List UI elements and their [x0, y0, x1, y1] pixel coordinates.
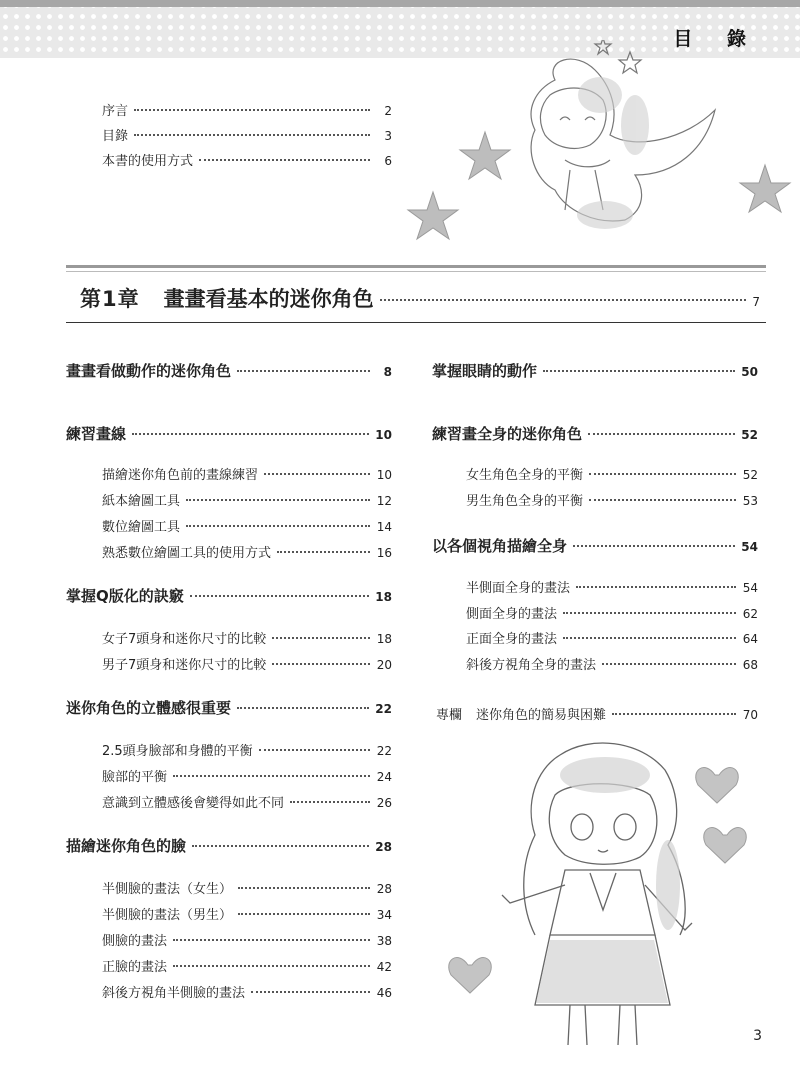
toc-subsection-page: 54: [742, 581, 758, 595]
toc-subsection[interactable]: [102, 792, 392, 811]
toc-subsection[interactable]: [466, 464, 758, 483]
toc-subsection-label: 男子7頭身和迷你尺寸的比較: [102, 658, 267, 673]
toc-section-page: 52: [741, 428, 758, 442]
toc-subsection-page: 24: [376, 770, 392, 784]
toc-column-page: 70: [742, 708, 758, 722]
dot-leader: [251, 991, 370, 993]
toc-subsection-page: 42: [376, 960, 392, 974]
chapter-rule-top: [66, 265, 766, 268]
toc-subsection-page: 22: [376, 744, 392, 758]
toc-subsection-page: 34: [376, 908, 392, 922]
toc-entry-page: 2: [384, 104, 392, 118]
chapter-number: 第1章: [80, 287, 140, 311]
toc-subsection-label: 半側臉的畫法（女生）: [102, 882, 233, 897]
toc-subsection-label: 男生角色全身的平衡: [466, 494, 584, 509]
toc-section-label: 畫畫看做動作的迷你角色: [66, 362, 232, 380]
toc-entry-how-to-use[interactable]: [102, 150, 392, 169]
toc-subsection-label: 半側臉的畫法（男生）: [102, 908, 233, 923]
toc-subsection[interactable]: [102, 490, 392, 509]
dot-leader: [563, 637, 736, 639]
dot-leader: [290, 801, 370, 803]
toc-subsection-page: 46: [376, 986, 392, 1000]
toc-section-label: 以各個視角描繪全身: [432, 537, 568, 555]
toc-subsection-label: 紙本繪圖工具: [102, 494, 181, 509]
dot-leader: [272, 663, 370, 665]
toc-section[interactable]: [66, 360, 392, 381]
toc-entry-label: 本書的使用方式: [102, 154, 194, 169]
toc-entry-label: 序言: [102, 104, 129, 119]
toc-subsection-page: 28: [376, 882, 392, 896]
toc-subsection[interactable]: [102, 878, 392, 897]
toc-subsection-page: 62: [742, 607, 758, 621]
toc-subsection-page: 18: [376, 632, 392, 646]
toc-section-label: 描繪迷你角色的臉: [66, 837, 187, 855]
toc-subsection-page: 20: [376, 658, 392, 672]
dot-leader: [380, 299, 747, 301]
dot-leader: [576, 586, 736, 588]
dot-leader: [134, 134, 370, 136]
chibi-girl-in-sailor-uniform-with-hearts-illustration: [440, 735, 770, 1055]
dot-leader: [573, 545, 735, 547]
toc-subsection-page: 14: [376, 520, 392, 534]
dot-leader: [272, 637, 370, 639]
dot-leader: [134, 109, 370, 111]
dot-leader: [199, 159, 370, 161]
toc-subsection-label: 側臉的畫法: [102, 934, 168, 949]
toc-entry-contents[interactable]: [102, 125, 392, 144]
toc-section[interactable]: [432, 360, 758, 381]
column-tag: 專欄: [436, 708, 463, 723]
toc-subsection[interactable]: [102, 930, 392, 949]
dot-leader: [173, 965, 370, 967]
toc-subsection-label: 2.5頭身臉部和身體的平衡: [102, 744, 253, 759]
toc-section-page: 18: [375, 590, 392, 604]
toc-subsection-label: 半側面全身的畫法: [466, 581, 571, 596]
toc-section-label: 練習畫全身的迷你角色: [432, 425, 583, 443]
toc-subsection[interactable]: [102, 516, 392, 535]
toc-section[interactable]: [66, 835, 392, 856]
dot-leader: [132, 433, 369, 435]
toc-subsection-label: 斜後方視角全身的畫法: [466, 658, 597, 673]
toc-section-page: 10: [375, 428, 392, 442]
dot-leader: [186, 499, 370, 501]
toc-section-page: 8: [383, 365, 392, 379]
toc-subsection-label: 臉部的平衡: [102, 770, 168, 785]
toc-subsection-page: 52: [742, 468, 758, 482]
toc-subsection[interactable]: [466, 490, 758, 509]
dot-leader: [264, 473, 370, 475]
toc-subsection[interactable]: [102, 542, 392, 561]
dot-leader: [563, 612, 736, 614]
chapter-rule-bottom: [66, 322, 766, 323]
toc-subsection-label: 數位繪圖工具: [102, 520, 181, 535]
toc-subsection-page: 10: [376, 468, 392, 482]
dot-leader: [543, 370, 735, 372]
toc-section-label: 掌握Q版化的訣竅: [66, 587, 184, 605]
toc-subsection[interactable]: [102, 740, 392, 759]
toc-subsection[interactable]: [466, 628, 758, 647]
dot-leader: [237, 370, 370, 372]
toc-subsection-label: 斜後方視角半側臉的畫法: [102, 986, 246, 1001]
toc-subsection-page: 26: [376, 796, 392, 810]
toc-subsection[interactable]: [102, 628, 392, 647]
toc-subsection-page: 53: [742, 494, 758, 508]
dot-leader: [173, 775, 370, 777]
dot-leader: [238, 913, 370, 915]
toc-subsection[interactable]: [466, 654, 758, 673]
toc-entry-label: 目錄: [102, 129, 129, 144]
toc-subsection-label: 正面全身的畫法: [466, 632, 558, 647]
dot-leader: [190, 595, 370, 597]
dot-leader: [192, 845, 369, 847]
toc-entry-page: 3: [384, 129, 392, 143]
toc-subsection-label: 熟悉數位繪圖工具的使用方式: [102, 546, 272, 561]
chapter-heading[interactable]: [80, 283, 760, 313]
toc-section-label: 迷你角色的立體感很重要: [66, 699, 232, 717]
toc-section[interactable]: [66, 423, 392, 444]
toc-section[interactable]: [66, 697, 392, 718]
toc-subsection-page: 12: [376, 494, 392, 508]
toc-section[interactable]: [432, 423, 758, 444]
toc-column-entry[interactable]: [436, 704, 758, 723]
toc-subsection-label: 意識到立體感後會變得如此不同: [102, 796, 285, 811]
toc-section-page: 28: [375, 840, 392, 854]
toc-subsection[interactable]: [102, 956, 392, 975]
toc-subsection[interactable]: [102, 904, 392, 923]
toc-subsection-page: 64: [742, 632, 758, 646]
chapter-rule-top-thin: [66, 271, 766, 272]
chapter-page: 7: [752, 295, 760, 309]
toc-entry-preface[interactable]: [102, 100, 392, 119]
toc-entry-page: 6: [384, 154, 392, 168]
dot-leader: [237, 707, 369, 709]
chibi-girl-with-stars-illustration: [405, 40, 795, 245]
toc-subsection-page: 68: [742, 658, 758, 672]
toc-column-label: 迷你角色的簡易與困難: [476, 708, 607, 723]
chapter-title: 畫畫看基本的迷你角色: [163, 287, 374, 311]
toc-subsection-label: 女生角色全身的平衡: [466, 468, 584, 483]
toc-subsection-label: 側面全身的畫法: [466, 607, 558, 622]
toc-section[interactable]: [66, 585, 392, 606]
header-top-stripe: [0, 0, 800, 7]
dot-leader: [588, 433, 735, 435]
dot-leader: [277, 551, 370, 553]
dot-leader: [259, 749, 370, 751]
toc-subsection[interactable]: [466, 577, 758, 596]
toc-subsection[interactable]: [102, 654, 392, 673]
dot-leader: [612, 713, 736, 715]
dot-leader: [238, 887, 370, 889]
toc-section[interactable]: [432, 535, 758, 556]
page-number: 3: [753, 1028, 762, 1044]
toc-subsection[interactable]: [102, 982, 392, 1001]
dot-leader: [602, 663, 736, 665]
dot-leader: [186, 525, 370, 527]
toc-subsection-label: 正臉的畫法: [102, 960, 168, 975]
dot-leader: [589, 499, 736, 501]
dot-leader: [589, 473, 736, 475]
toc-section-label: 練習畫線: [66, 425, 127, 443]
toc-subsection-label: 女子7頭身和迷你尺寸的比較: [102, 632, 267, 647]
page-title: 目 錄: [673, 28, 760, 50]
toc-section-page: 54: [741, 540, 758, 554]
toc-section-page: 50: [741, 365, 758, 379]
toc-subsection[interactable]: [102, 766, 392, 785]
toc-subsection-page: 16: [376, 546, 392, 560]
toc-subsection[interactable]: [102, 464, 392, 483]
dot-leader: [173, 939, 370, 941]
toc-section-label: 掌握眼睛的動作: [432, 362, 538, 380]
toc-section-page: 22: [375, 702, 392, 716]
toc-subsection-label: 描繪迷你角色前的畫線練習: [102, 468, 259, 483]
toc-subsection-page: 38: [376, 934, 392, 948]
toc-subsection[interactable]: [466, 603, 758, 622]
